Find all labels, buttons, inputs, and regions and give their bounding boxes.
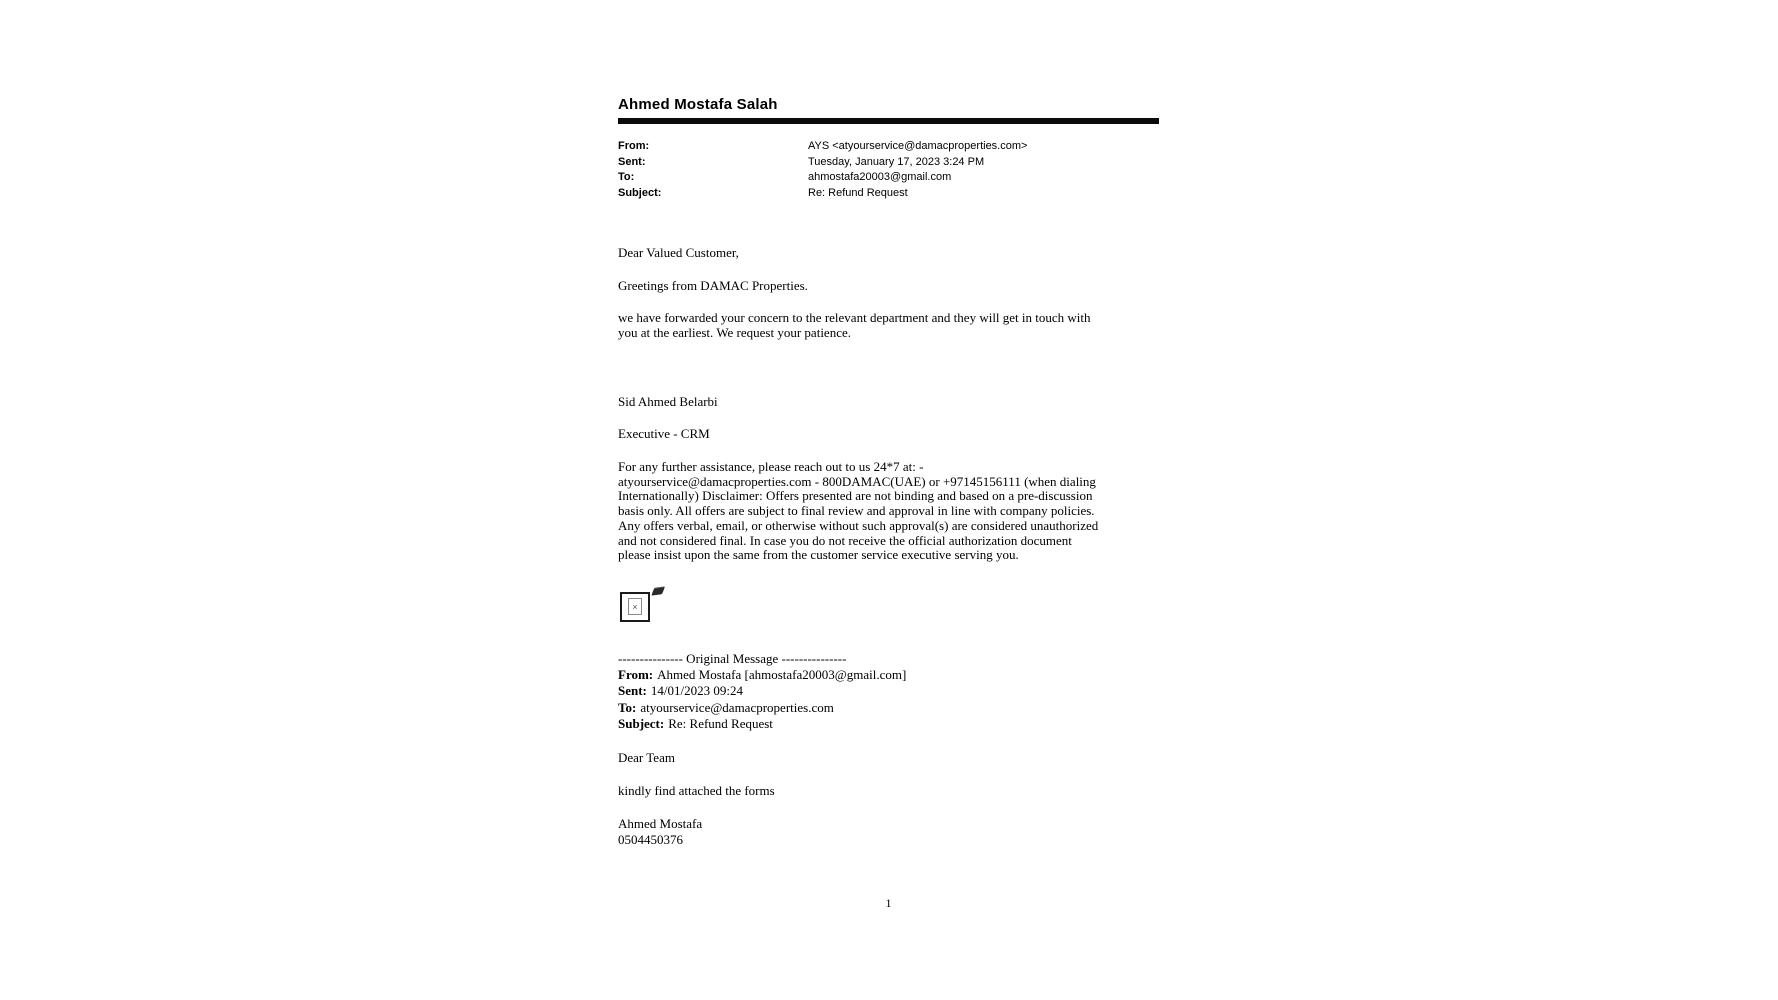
header-divider-rule: [618, 118, 1159, 124]
disclaimer-line-2: atyourservice@damacproperties.com - 800DAMAC(UAE) or +97145156111 (when dialing: [618, 473, 1096, 489]
orig-row-sent: [618, 683, 906, 699]
orig-sent-value: 14/01/2023 09:24: [650, 683, 743, 699]
forwarded-line-1: we have forwarded your concern to the relevant department and they will get in touch with: [618, 310, 1091, 325]
orig-signature-block: [618, 816, 702, 848]
orig-to-value: atyourservice@damacproperties.com: [640, 699, 834, 715]
orig-sender-phone: 0504450376: [618, 832, 683, 847]
header-row-subject: [618, 186, 1178, 202]
orig-salutation: Dear Team: [618, 750, 675, 765]
orig-row-subject: [618, 716, 906, 732]
broken-image-artifact-icon: [651, 587, 664, 595]
disclaimer-line-4: basis only. All offers are subject to final review and approval in line with company policies.: [618, 503, 1095, 519]
orig-from-label: From:: [618, 667, 654, 683]
disclaimer-line-5: Any offers verbal, email, or otherwise without such approval(s) are considered unauthorized: [618, 517, 1099, 533]
disclaimer-paragraph: [618, 460, 1098, 563]
page-number: 1: [885, 896, 892, 910]
salutation: Dear Valued Customer,: [618, 245, 739, 260]
subject-value: Re: Refund Request: [808, 186, 908, 199]
original-message-block: [618, 651, 906, 732]
disclaimer-line-7: please insist upon the same from the customer service executive serving you.: [618, 547, 1019, 563]
signer-title: Executive - CRM: [618, 426, 710, 441]
greeting-line: Greetings from DAMAC Properties.: [618, 278, 808, 293]
orig-to-label: To:: [618, 699, 637, 715]
header-row-to: [618, 170, 1178, 186]
disclaimer-line-3: Internationally) Disclaimer: Offers presented are not binding and based on a pre-discussion: [618, 488, 1093, 504]
original-message-separator: --------------- Original Message ---------------: [618, 651, 847, 666]
from-label: From:: [618, 140, 650, 152]
orig-body-line: kindly find attached the forms: [618, 783, 775, 798]
disclaimer-line-1: For any further assistance, please reach out to us 24*7 at: -: [618, 459, 924, 474]
orig-subject-value: Re: Refund Request: [668, 715, 773, 731]
from-value: AYS <atyourservice@damacproperties.com>: [808, 140, 1028, 152]
email-header-table: [618, 139, 1178, 201]
header-row-from: [618, 139, 1178, 155]
forwarded-paragraph: [618, 310, 1091, 340]
disclaimer-line-6: and not considered final. In case you do not receive the official authorization document: [618, 532, 1072, 548]
mailbox-owner-title: Ahmed Mostafa Salah: [618, 96, 778, 113]
orig-from-value: Ahmed Mostafa [ahmostafa20003@gmail.com]: [657, 667, 907, 683]
orig-subject-label: Subject:: [618, 715, 665, 731]
to-label: To:: [618, 171, 635, 183]
subject-label: Subject:: [618, 186, 662, 199]
broken-image-icon: [620, 592, 650, 622]
orig-sent-label: Sent:: [618, 683, 647, 699]
broken-image-x-icon: ×: [628, 598, 642, 615]
to-value: ahmostafa20003@gmail.com: [808, 171, 952, 183]
orig-sender-name: Ahmed Mostafa: [618, 816, 703, 831]
sent-value: Tuesday, January 17, 2023 3:24 PM: [808, 155, 985, 168]
orig-row-to: [618, 700, 906, 716]
header-row-sent: [618, 155, 1178, 171]
forwarded-line-2: you at the earliest. We request your patience.: [618, 325, 851, 340]
sent-label: Sent:: [618, 155, 646, 168]
signer-name: Sid Ahmed Belarbi: [618, 394, 718, 409]
orig-row-from: [618, 667, 906, 683]
